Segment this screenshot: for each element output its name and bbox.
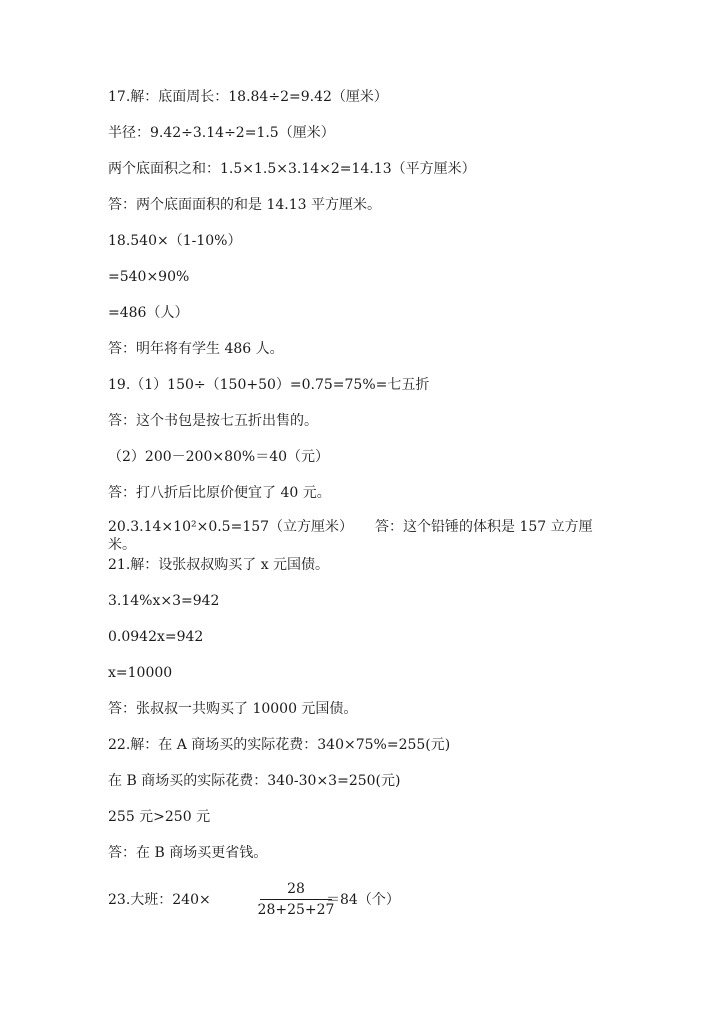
fraction xyxy=(256,880,336,919)
answer-21-line-3: 0.0942x=942 xyxy=(108,629,204,645)
answer-22-conclusion: 答：在 B 商场买更省钱。 xyxy=(108,845,268,861)
answer-22-line-1: 22.解：在 A 商场买的实际花费：340×75%=255(元) xyxy=(108,737,451,753)
fraction-bar xyxy=(260,899,332,900)
answer-21-line-2: 3.14%x×3=942 xyxy=(108,593,220,609)
answer-18-line-3: =486（人） xyxy=(108,305,189,321)
fraction-denominator: 28+25+27 xyxy=(257,902,335,918)
answer-19-conclusion-1: 答：这个书包是按七五折出售的。 xyxy=(108,413,318,429)
answer-22-line-2: 在 B 商场买的实际花费：340-30×3=250(元) xyxy=(108,773,401,789)
answer-17-line-3: 两个底面积之和：1.5×1.5×3.14×2=14.13（平方厘米） xyxy=(108,161,476,177)
answer-18-line-2: =540×90% xyxy=(108,269,190,285)
answer-18-conclusion: 答：明年将有学生 486 人。 xyxy=(108,341,284,357)
fraction-numerator: 28 xyxy=(287,881,305,897)
answer-17-line-2: 半径：9.42÷3.14÷2=1.5（厘米） xyxy=(108,125,335,141)
answer-21-conclusion: 答：张叔叔一共购买了 10000 元国债。 xyxy=(108,701,358,717)
answer-23-line xyxy=(108,880,508,920)
answer-21-line-4: x=10000 xyxy=(108,665,173,681)
answer-18-line-1: 18.540×（1-10%） xyxy=(108,233,242,249)
answer-22-line-3: 255 元>250 元 xyxy=(108,809,211,825)
answer-23-prefix: 23.大班：240× xyxy=(108,892,211,908)
answer-20-equation: 20.3.14×10²×0.5=157（立方厘米） xyxy=(108,519,354,535)
answer-19-part-1: 19.（1）150÷（150+50）=0.75=75%=七五折 xyxy=(108,377,430,393)
answer-17-line-1: 17.解：底面周长：18.84÷2=9.42（厘米） xyxy=(108,89,388,105)
answer-20-conclusion: 答：这个铅锤的体积是 157 立方厘米。 xyxy=(108,519,593,553)
answer-19-conclusion-2: 答：打八折后比原价便宜了 40 元。 xyxy=(108,485,331,501)
answer-17-conclusion: 答：两个底面面积的和是 14.13 平方厘米。 xyxy=(108,197,381,213)
answer-20-paragraph xyxy=(108,518,618,554)
answer-19-part-2: （2）200－200×80%＝40（元） xyxy=(108,449,330,465)
answer-23-suffix: ＝84（个） xyxy=(326,892,400,908)
answer-21-line-1: 21.解：设张叔叔购买了 x 元国债。 xyxy=(108,557,330,573)
